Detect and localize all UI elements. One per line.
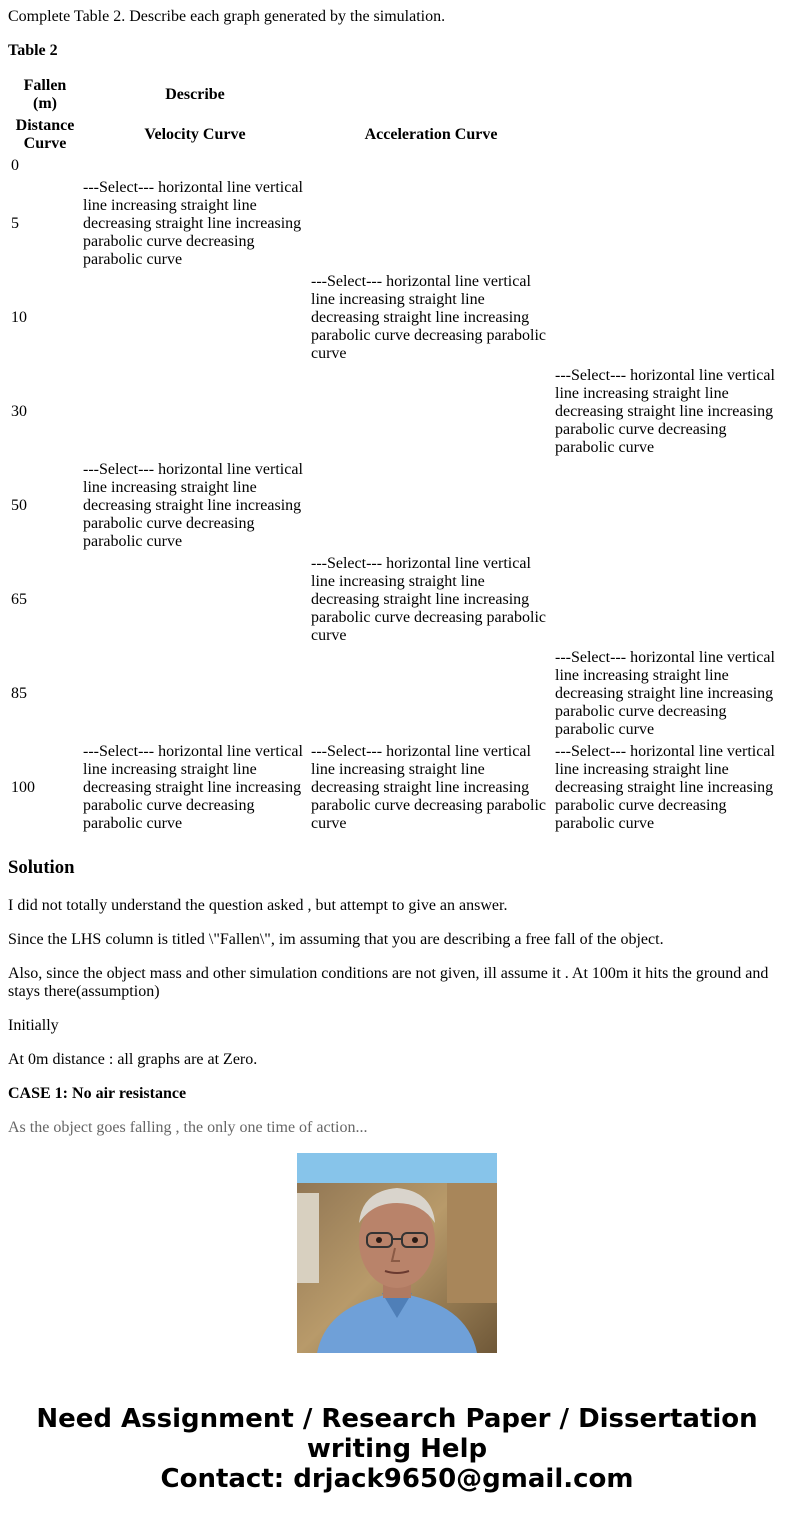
distance-cell: 5 (11, 215, 19, 232)
promo-line-2: writing Help (306, 1434, 488, 1464)
header-acceleration-curve: Acceleration Curve (364, 126, 498, 143)
graph-select-velocity[interactable]: ---Select--- horizontal line vertical line increasing straight line decreasing straight line increasing parabolic curve decreasing parabolic curve (83, 179, 303, 268)
table-row (10, 156, 780, 176)
solution-paragraph: At 0m distance : all graphs are at Zero. (8, 1051, 258, 1068)
graph-select-extra[interactable]: ---Select--- horizontal line vertical line increasing straight line decreasing straight line increasing parabolic curve decreasing parabolic curve (555, 367, 775, 456)
graph-select-acceleration[interactable]: ---Select--- horizontal line vertical line increasing straight line decreasing straight line increasing parabolic curve decreasing parabolic curve (311, 555, 546, 644)
author-avatar (297, 1153, 497, 1353)
solution-paragraph: Since the LHS column is titled \"Fallen\", im assuming that you are describing a free fall of the object. (8, 931, 664, 948)
table-title: Table 2 (8, 42, 58, 59)
table-2 (8, 74, 782, 836)
table-row (10, 742, 780, 834)
promo-banner (0, 1404, 794, 1494)
instruction-text: Complete Table 2. Describe each graph generated by the simulation. (8, 8, 446, 25)
case-heading: CASE 1: No air resistance (8, 1085, 187, 1102)
graph-select-acceleration[interactable]: ---Select--- horizontal line vertical line increasing straight line decreasing straight line increasing parabolic curve decreasing parabolic curve (311, 743, 546, 832)
distance-cell: 50 (11, 497, 27, 514)
distance-cell: 10 (11, 309, 27, 326)
solution-title: Solution (8, 857, 75, 878)
distance-cell: 0 (11, 157, 19, 174)
table-row (10, 366, 780, 458)
header-row-2 (10, 116, 780, 154)
promo-contact[interactable]: Contact: drjack9650@gmail.com (160, 1464, 634, 1494)
solution-paragraph-truncated: As the object goes falling , the only one time of action... (8, 1119, 368, 1136)
header-blank-3 (554, 116, 780, 154)
solution-paragraph: Initially (8, 1017, 59, 1034)
solution-paragraph: I did not totally understand the question asked , but attempt to give an answer. (8, 897, 508, 914)
table-row (10, 554, 780, 646)
table-row (10, 460, 780, 552)
header-blank-2 (554, 76, 780, 114)
header-distance-curve: Distance Curve (15, 117, 75, 152)
person-photo-icon (297, 1153, 497, 1353)
table-row (10, 178, 780, 270)
header-blank (310, 76, 552, 114)
distance-cell: 65 (11, 591, 27, 608)
distance-cell: 30 (11, 403, 27, 420)
graph-select-acceleration[interactable]: ---Select--- horizontal line vertical line increasing straight line decreasing straight line increasing parabolic curve decreasing parabolic curve (311, 273, 546, 362)
header-row-1 (10, 76, 780, 114)
graph-select-extra[interactable]: ---Select--- horizontal line vertical line increasing straight line decreasing straight line increasing parabolic curve decreasing parabolic curve (555, 649, 775, 738)
distance-cell: 100 (11, 779, 35, 796)
promo-line-1: Need Assignment / Research Paper / Dissertation (36, 1404, 758, 1434)
table-row (10, 648, 780, 740)
table-row (10, 272, 780, 364)
distance-cell: 85 (11, 685, 27, 702)
header-velocity-curve: Velocity Curve (144, 126, 246, 143)
graph-select-velocity[interactable]: ---Select--- horizontal line vertical line increasing straight line decreasing straight line increasing parabolic curve decreasing parabolic curve (83, 461, 303, 550)
header-fallen: Fallen (m) (23, 77, 67, 112)
graph-select-extra[interactable]: ---Select--- horizontal line vertical line increasing straight line decreasing straight line increasing parabolic curve decreasing parabolic curve (555, 743, 775, 832)
header-describe: Describe (165, 86, 225, 103)
graph-select-velocity[interactable]: ---Select--- horizontal line vertical line increasing straight line decreasing straight line increasing parabolic curve decreasing parabolic curve (83, 743, 303, 832)
solution-paragraph: Also, since the object mass and other simulation conditions are not given, ill assume it . At 100m it hits the ground and stays there(assumption) (8, 965, 769, 1000)
